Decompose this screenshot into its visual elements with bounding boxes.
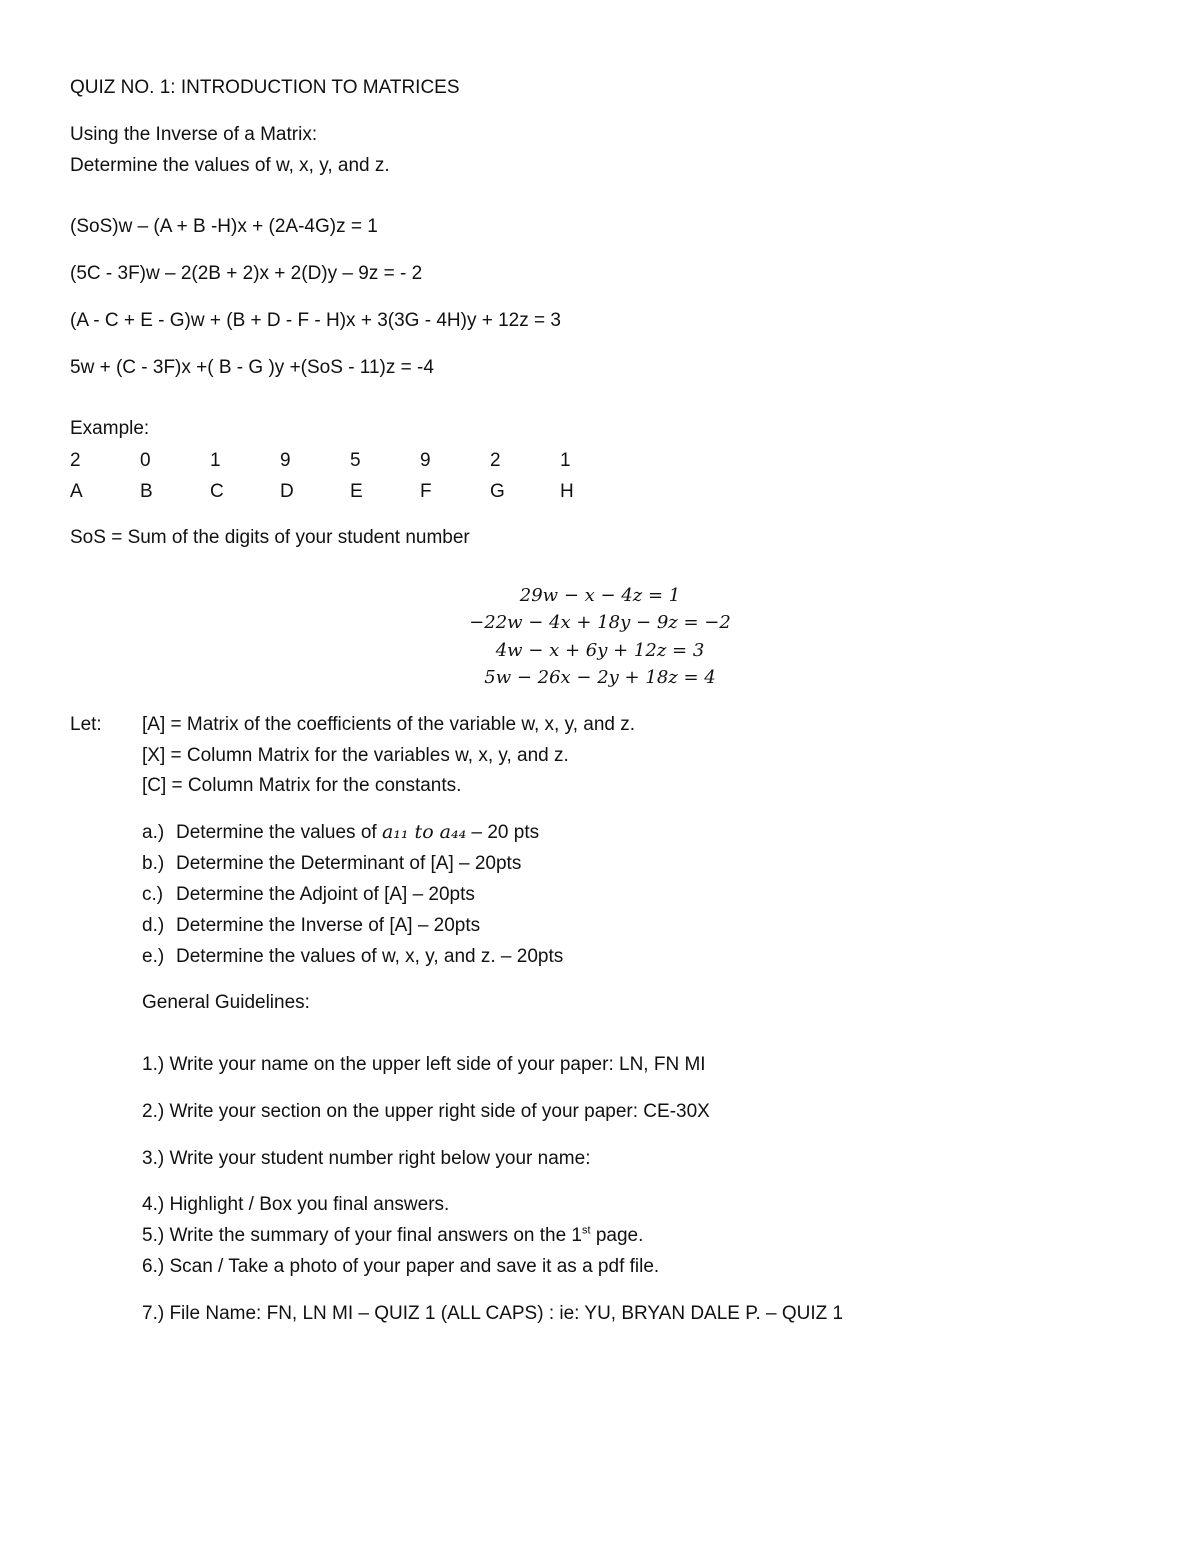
let-def-a: [A] = Matrix of the coefficients of the variable w, x, y, and z. [142,714,636,735]
letter-e: E [350,481,363,502]
guideline-5-post: page. [590,1225,644,1246]
sos-definition: SoS = Sum of the digits of your student number [70,527,470,548]
let-def-c: [C] = Column Matrix for the constants. [142,775,462,796]
equation-2: (5C - 3F)w – 2(2B + 2)x + 2(D)y – 9z = - 2 [70,263,423,284]
intro-line-2: Determine the values of w, x, y, and z. [70,155,390,176]
letter-a: A [70,481,83,502]
example-equation-1: 29w − x − 4z = 1 [519,585,681,606]
letter-h: H [560,481,574,502]
equation-3: (A - C + E - G)w + (B + D - F - H)x + 3(3G - 4H)y + 12z = 3 [70,310,561,331]
example-equation-4: 5w − 26x − 2y + 18z = 4 [484,667,716,688]
let-def-x: [X] = Column Matrix for the variables w, x, y, and z. [142,745,569,766]
digit-b: 0 [140,450,151,471]
guideline-6: 6.) Scan / Take a photo of your paper and save it as a pdf file. [142,1256,660,1277]
example-letters-row [70,481,630,503]
task-c-text: Determine the Adjoint of [A] – 20pts [176,884,475,905]
digit-a: 2 [70,450,81,471]
letter-c: C [210,481,224,502]
task-b-label: b.) [142,853,165,874]
guideline-3: 3.) Write your student number right below your name: [142,1148,591,1169]
digit-d: 9 [280,450,291,471]
guideline-5-pre: 5.) Write the summary of your final answers on the 1 [142,1225,582,1246]
task-e-label: e.) [142,946,165,967]
digit-f: 9 [420,450,431,471]
equation-4: 5w + (C - 3F)x +( B - G )y +(SoS - 11)z = -4 [70,357,434,378]
task-e-text: Determine the values of w, x, y, and z. – 20pts [176,946,564,967]
page-title: QUIZ NO. 1: INTRODUCTION TO MATRICES [70,77,460,98]
letter-g: G [490,481,505,502]
guideline-5-sup: st [582,1224,591,1237]
task-a-text-post: – 20 pts [466,822,540,843]
example-label: Example: [70,418,150,439]
digit-g: 2 [490,450,501,471]
task-d [142,916,480,935]
example-digits-row [70,450,630,472]
task-b-text: Determine the Determinant of [A] – 20pts [176,853,522,874]
task-d-label: d.) [142,915,165,936]
guidelines-heading: General Guidelines: [142,992,310,1013]
guideline-7: 7.) File Name: FN, LN MI – QUIZ 1 (ALL CAPS) : ie: YU, BRYAN DALE P. – QUIZ 1 [142,1303,844,1324]
letter-b: B [140,481,153,502]
equation-1: (SoS)w – (A + B -H)x + (2A-4G)z = 1 [70,216,378,237]
guideline-4: 4.) Highlight / Box you final answers. [142,1194,450,1215]
let-label: Let: [70,714,102,735]
guideline-5 [142,1226,643,1245]
example-equation-3: 4w − x + 6y + 12z = 3 [495,640,705,661]
task-a-text-pre: Determine the values of [176,822,382,843]
digit-c: 1 [210,450,221,471]
task-e [142,947,563,966]
letter-d: D [280,481,294,502]
letter-f: F [420,481,432,502]
digit-e: 5 [350,450,361,471]
task-b [142,854,521,873]
task-a-math: a₁₁ to a₄₄ [381,821,467,843]
task-a [142,823,539,842]
task-a-label: a.) [142,822,165,843]
example-equation-2: −22w − 4x + 18y − 9z = −2 [469,612,731,633]
digit-h: 1 [560,450,571,471]
guideline-2: 2.) Write your section on the upper right side of your paper: CE-30X [142,1101,710,1122]
guideline-1: 1.) Write your name on the upper left side of your paper: LN, FN MI [142,1054,706,1075]
task-c-label: c.) [142,884,164,905]
task-d-text: Determine the Inverse of [A] – 20pts [176,915,481,936]
intro-line-1: Using the Inverse of a Matrix: [70,124,318,145]
task-c [142,885,475,904]
